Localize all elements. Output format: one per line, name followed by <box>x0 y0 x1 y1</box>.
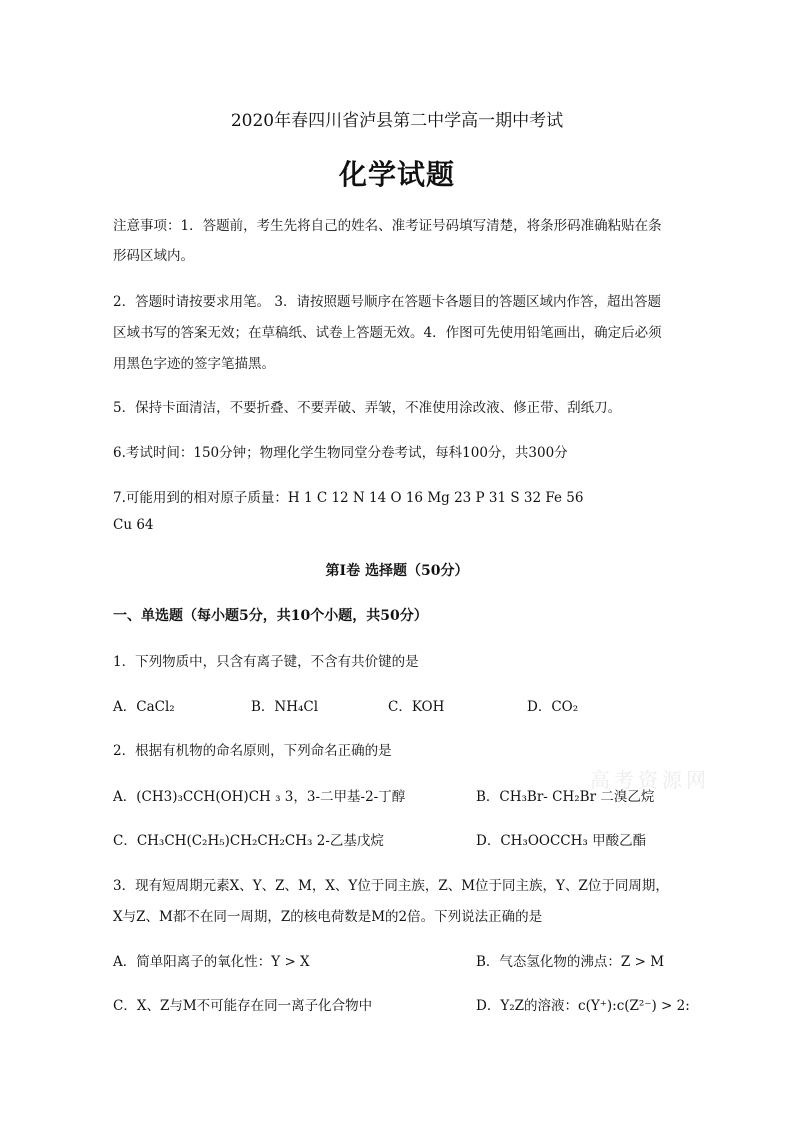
note-line: 注意事项：1．答题前，考生先将自己的姓名、准考证号码填写清楚，将条形码准确粘贴在条 <box>113 218 662 234</box>
question-stem: 2．根据有机物的命名原则，下列命名正确的是 <box>113 743 392 759</box>
option-b: B．CH₃Br- CH₂Br 二溴乙烷 <box>476 789 655 805</box>
note-line: 6.考试时间：150分钟；物理化学生物同堂分卷考试，每科100分，共300分 <box>113 445 568 461</box>
note-line: 区域书写的答案无效；在草稿纸、试卷上答题无效。4．作图可先使用铅笔画出，确定后必须 <box>113 325 662 341</box>
note-line: 形码区域内。 <box>113 248 194 264</box>
note-line: Cu 64 <box>113 517 154 533</box>
option-a: A．(CH3)₃CCH(OH)CH ₃ 3，3-二甲基-2-丁醇 <box>113 789 406 805</box>
option-a: A．简单阳离子的氧化性：Y > X <box>113 954 310 970</box>
note-line: 7.可能用到的相对原子质量：H 1 C 12 N 14 O 16 Mg 23 P 31 S 32 Fe 56 <box>113 490 584 506</box>
option-d: D．Y₂Z的溶液：c(Y⁺):c(Z²⁻) > 2: <box>476 998 690 1014</box>
option-d: D．CH₃OOCCH₃ 甲酸乙酯 <box>476 833 647 849</box>
watermark: 高考资源网 <box>590 768 710 792</box>
option-d: D．CO₂ <box>527 699 579 715</box>
note-line: 用黑色字迹的签字笔描黑。 <box>113 356 275 372</box>
note-line: 5．保持卡面清洁，不要折叠、不要弄破、弄皱，不准使用涂改液、修正带、刮纸刀。 <box>113 400 622 416</box>
exam-title: 2020年春四川省泸县第二中学高一期中考试 <box>230 111 564 131</box>
question-stem: 3．现有短周期元素X、Y、Z、M，X、Y位于同主族，Z、M位于同主族，Y、Z位于同周期， <box>113 878 669 894</box>
option-c: C．KOH <box>388 699 445 715</box>
option-c: C．CH₃CH(C₂H₅)CH₂CH₂CH₃ 2-乙基戊烷 <box>113 833 384 849</box>
option-a: A．CaCl₂ <box>113 699 175 715</box>
option-b: B．NH₄Cl <box>251 699 319 715</box>
section-title: 第I卷 选择题（50分） <box>325 563 469 579</box>
option-c: C．X、Z与M不可能存在同一离子化合物中 <box>113 998 373 1014</box>
subject-title: 化学试题 <box>338 158 455 191</box>
group-title: 一、单选题（每小题5分，共10个小题，共50分） <box>113 608 428 624</box>
question-stem: 1．下列物质中，只含有离子键，不含有共价键的是 <box>113 654 419 670</box>
option-b: B．气态氢化物的沸点：Z > M <box>476 954 665 970</box>
question-stem: X与Z、M都不在同一周期，Z的核电荷数是M的2倍。下列说法正确的是 <box>113 909 543 925</box>
note-line: 2．答题时请按要求用笔。 3．请按照题号顺序在答题卡各题目的答题区域内作答，超出答题 <box>113 294 661 310</box>
